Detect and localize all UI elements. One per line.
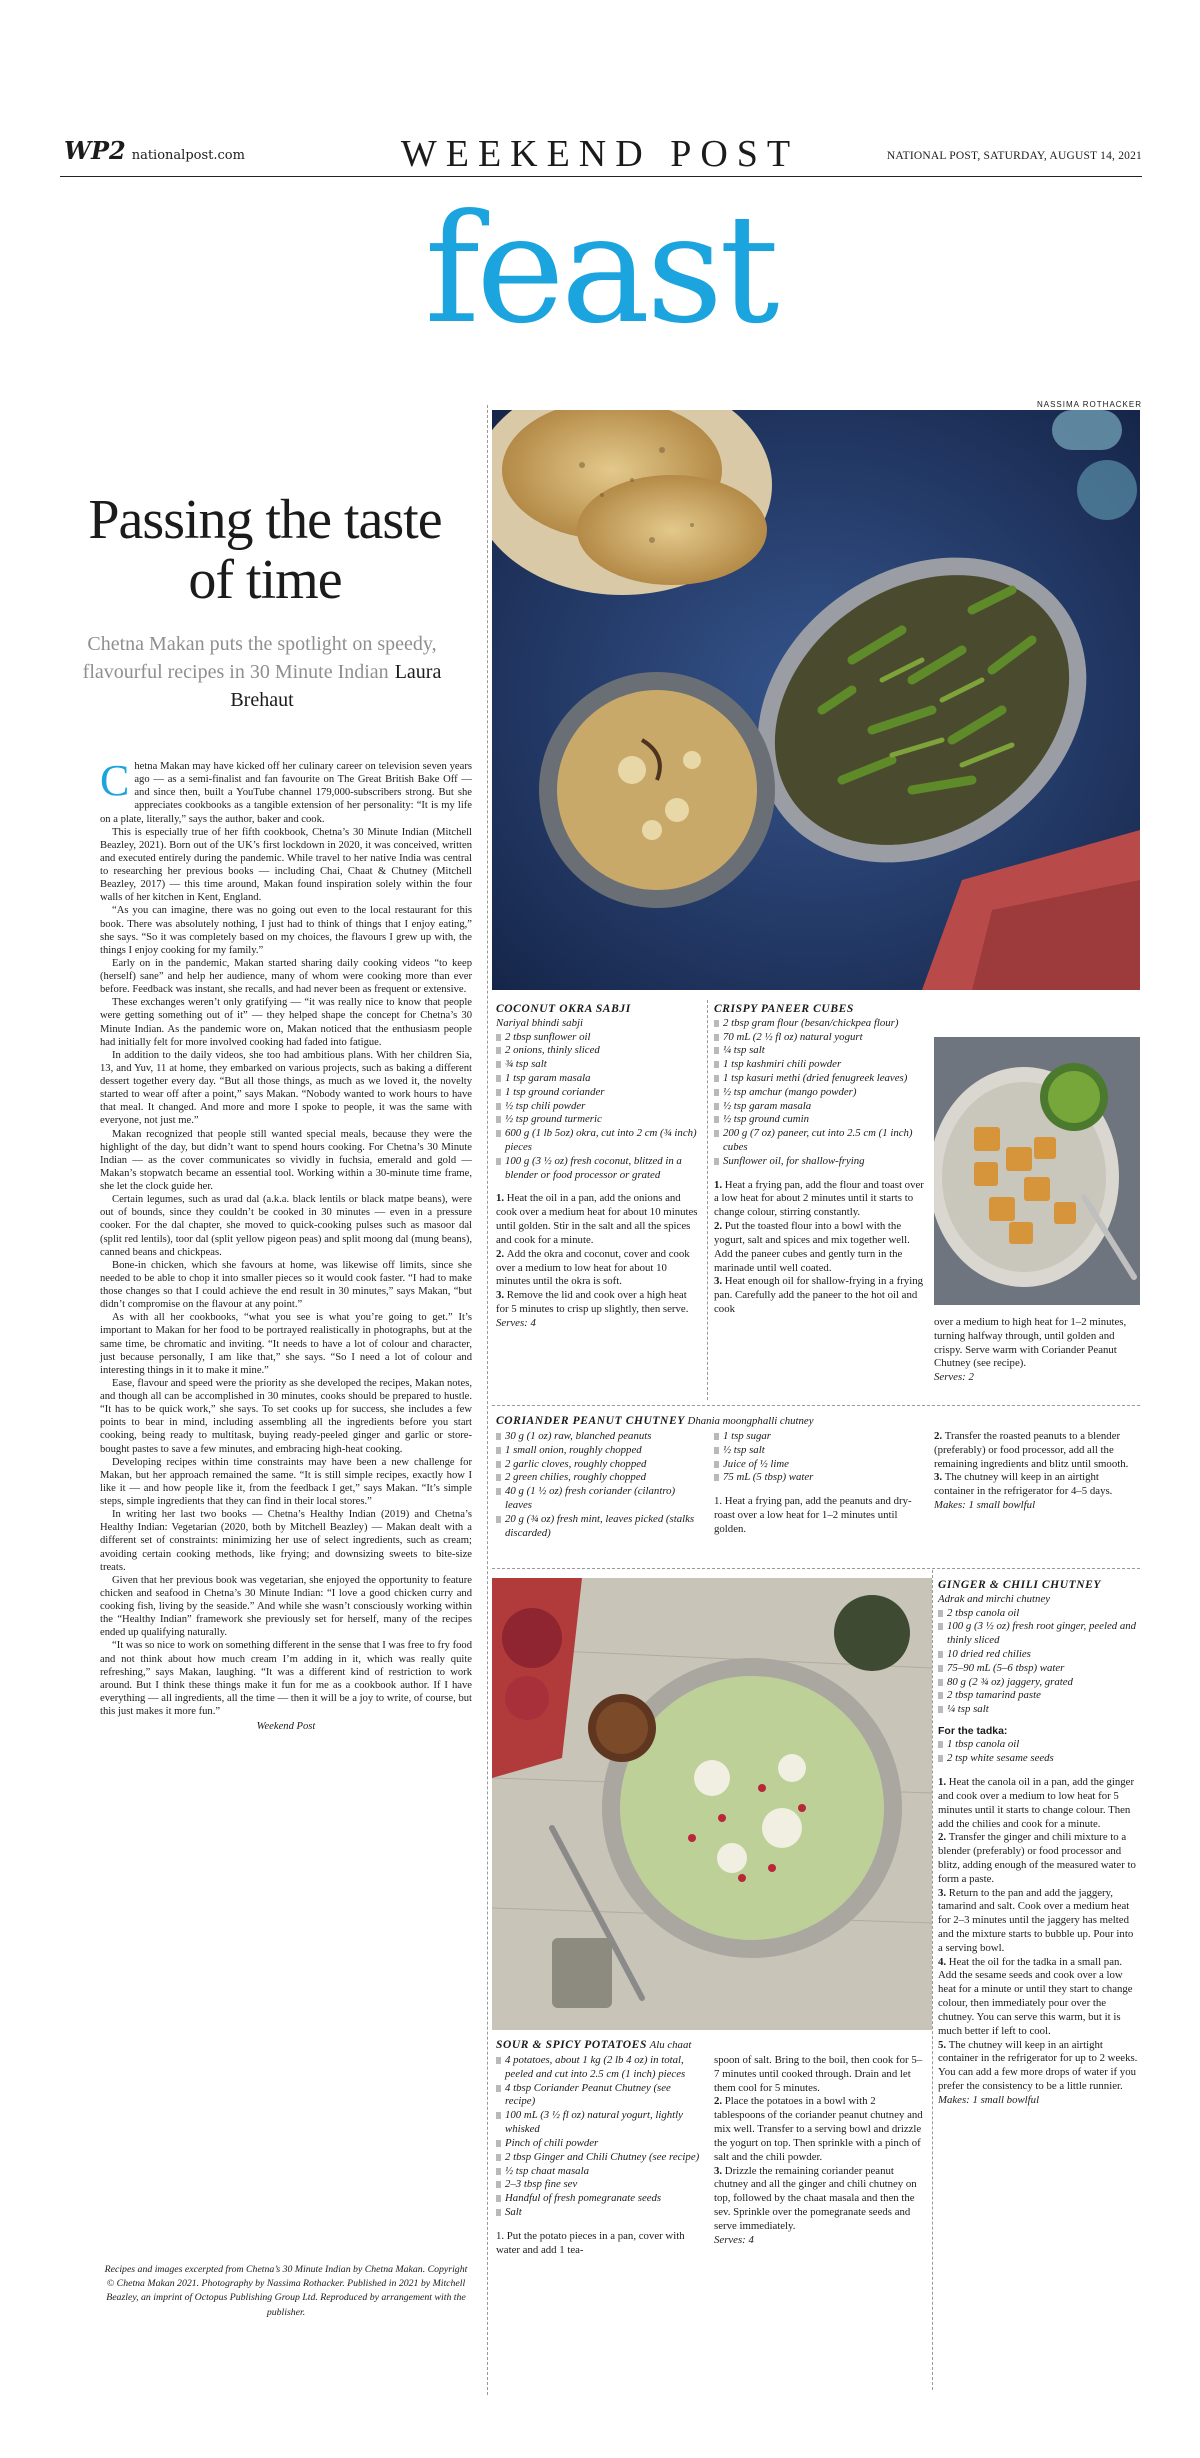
method-step: 1. Heat the oil in a pan, add the onions and cook over a medium heat for about 10 minutes until golden. Stir in the salt and all the spices and cook for a minute. bbox=[496, 1192, 698, 1246]
story-paragraph: Certain legumes, such as urad dal (a.k.a. black lentils or black matpe beans), were out of bounds, since they couldn’t be cooked in 30 minutes — even in a pressure cooker. For the dal chapter, she moved to quick-cooking pulses such as masoor dal (split red lentils), toor dal (split yellow pigeon peas) and split moong dal (mung beans), canned beans and chickpeas. bbox=[100, 1194, 472, 1258]
method bbox=[714, 1179, 926, 1317]
ingredient: 1 tsp kasuri methi (dried fenugreek leaves) bbox=[714, 1072, 926, 1086]
method-step: 3. Drizzle the remaining coriander peanut chutney and all the ginger and chili chutney on top, followed by the chaat masala and then the sev. Sprinkle over the pomegranate seeds and serve immediately. bbox=[714, 2164, 917, 2232]
column-divider bbox=[487, 405, 488, 2395]
coriander-ingredients-2 bbox=[714, 1430, 926, 1537]
ingredient: 100 g (3 ½ oz) fresh coconut, blitzed in a blender or food processor or grated bbox=[496, 1155, 701, 1183]
drop-cap: C bbox=[100, 756, 130, 805]
method: 1. Heat a frying pan, add the peanuts and dry-roast over a low heat for 1–2 minutes until golden. bbox=[714, 1495, 912, 1535]
tadka-list bbox=[938, 1738, 1140, 1766]
method-cont bbox=[934, 1430, 1140, 1499]
ingredient: ¼ tsp salt bbox=[938, 1703, 1140, 1717]
ingredient: ½ tsp amchur (mango powder) bbox=[714, 1086, 926, 1100]
serves: Serves: 4 bbox=[714, 2233, 754, 2246]
ingredient: ¼ tsp salt bbox=[714, 1044, 926, 1058]
story-paragraph: “It was so nice to work on something different in the sense that I was free to fry food and not think about how much cream I’m adding in it, which was really quite refreshing,” says Makan, laughing. “It was a different kind of restriction to work around. But I think these things make it fun for me as a cookbook author. If I have everything — all ingredients, all the time — then it will be a joy to write, of course, but this just makes it more fun.” bbox=[100, 1640, 472, 1717]
method bbox=[938, 1776, 1140, 2094]
recipe-title: CRISPY PANEER CUBES bbox=[714, 1003, 854, 1015]
method-step: 2. Put the toasted flour into a bowl with the yogurt, salt and spices and mix together well. Add the paneer cubes and gently turn in the marinade until well coated. bbox=[714, 1220, 910, 1274]
recipe-subtitle: Adrak and mirchi chutney bbox=[938, 1592, 1051, 1605]
story-paragraph: This is especially true of her fifth cookbook, Chetna’s 30 Minute Indian (Mitchell Beazley, 2021). Born out of the UK’s first lockdown in 2020, it was conceived, written and executed entirely during the pandemic. While travel to her native India was central to researching her previous books — including Chai, Chaat & Chutney (Mitchell Beazley, 2017) — this time around, Makan found inspiration solely within the four walls of her kitchen in Kent, England. bbox=[100, 826, 472, 904]
ingredient: 10 dried red chilies bbox=[938, 1648, 1140, 1662]
ingredient: 1 tsp kashmiri chili powder bbox=[714, 1058, 926, 1072]
okra-recipe bbox=[496, 1002, 701, 1331]
ingredient: 75 mL (5 tbsp) water bbox=[714, 1471, 926, 1485]
photo-credit: NASSIMA ROTHACKER bbox=[1036, 400, 1142, 409]
method-step: 2. Transfer the ginger and chili mixture to a blender (preferably) or food processor and blitz, adding enough of the measured water to form a paste. bbox=[938, 1831, 1136, 1885]
site-url: nationalpost.com bbox=[131, 148, 245, 163]
potatoes-method-cont bbox=[714, 2054, 926, 2247]
excerpt-note: Recipes and images excerpted from Chetna’s 30 Minute Indian by Chetna Makan. Copyright © Chetna Makan 2021. Photography by Nassima Rothacker. Published in 2021 by Mitchell Beazley, an imprint of Octopus Publishing Group Ltd. Reproduced by arrangement with the publisher. bbox=[104, 2264, 468, 2318]
headline: Passing the taste of time bbox=[88, 489, 442, 612]
method-cont: over a medium to high heat for 1–2 minutes, turning halfway through, until golden and crispy. Serve warm with Coriander Peanut Chutney (see recipe). bbox=[934, 1316, 1127, 1370]
byline: Laura Brehaut bbox=[230, 661, 442, 711]
ingredient: 1 tsp ground coriander bbox=[496, 1086, 701, 1100]
ingredient: 2–3 tbsp fine sev bbox=[496, 2178, 701, 2192]
ingredient: ½ tsp salt bbox=[714, 1444, 926, 1458]
story-paragraph: Developing recipes within time constraints may have been a new challenge for Makan, but her approach remained the same. “It is still simple recipes, exactly how I like it — and how people like it, from the feedback I get,” says Makan. “It’s simple steps, simple ingredients that they can find in their local stores.” bbox=[100, 1456, 472, 1507]
tadka-label: For the tadka: bbox=[938, 1725, 1008, 1738]
method-step: 2. Transfer the roasted peanuts to a blender (preferably) or food processor, add all the remaining ingredients and blitz until smooth. bbox=[934, 1430, 1129, 1470]
story-paragraph: Bone-in chicken, which she favours at home, was likewise off limits, since she needed to be able to chop it into smaller pieces so it would cook faster. “I had to make those changes so that I could achieve the end result in 30 minutes,” says Makan, “but didn’t compromise on the flavour at any point.” bbox=[100, 1259, 472, 1311]
ingredient: 70 mL (2 ½ fl oz) natural yogurt bbox=[714, 1031, 926, 1045]
recipe-subtitle: Nariyal bhindi sabji bbox=[496, 1016, 583, 1029]
serves: Serves: 4 bbox=[496, 1316, 536, 1329]
ingredient: ½ tsp garam masala bbox=[714, 1100, 926, 1114]
method-step: spoon of salt. Bring to the boil, then cook for 5–7 minutes until cooked through. Drain and let them cool for 5 minutes. bbox=[714, 2054, 923, 2094]
ingredient: Salt bbox=[496, 2206, 701, 2220]
dateline: NATIONAL POST, SATURDAY, AUGUST 14, 2021 bbox=[886, 150, 1142, 162]
ingredient: Sunflower oil, for shallow-frying bbox=[714, 1155, 926, 1169]
method-cont bbox=[714, 2054, 926, 2234]
story-paragraph: As with all her cookbooks, “what you see is what you’re going to get.” It’s important to Makan for her food to be portrayed realistically in photographs, but at the same time, be chromatic and inviting. “It needs to have a lot of colour and character, just because personally, I am like that,” she says. “So I need a lot of colour and interesting things in it to make it mine.” bbox=[100, 1312, 472, 1376]
masthead-rule bbox=[60, 176, 1142, 177]
ingredient: 2 green chilies, roughly chopped bbox=[496, 1471, 701, 1485]
paneer-photo bbox=[934, 1037, 1140, 1305]
ingredient: 2 onions, thinly sliced bbox=[496, 1044, 701, 1058]
ingredient: 40 g (1 ½ oz) fresh coriander (cilantro) leaves bbox=[496, 1485, 701, 1513]
method-step: 4. Heat the oil for the tadka in a small pan. Add the sesame seeds and cook over a low heat for a minute or until they start to change colour, then immediately pour over the chutney. You can serve this warm, but it is much better if left to cool. bbox=[938, 1955, 1133, 2037]
method-step: 5. The chutney will keep in an airtight container in the refrigerator for up to 2 weeks. You can add a few more drops of water if you prefer the consistency to be a little runnier. bbox=[938, 2038, 1138, 2092]
story-paragraph: Given that her previous book was vegetarian, she enjoyed the opportunity to feature chicken and seafood in Chetna’s 30 Minute Indian: “I love a good chicken curry and cooking fish, living by the seaside.” And while she wasn’t consciously working within the “Healthy Indian” framework she previously set for herself, many of the recipes ended up qualifying naturally. bbox=[100, 1574, 472, 1639]
method-step: 3. Heat enough oil for shallow-frying in a frying pan. Carefully add the paneer to the hot oil and cook bbox=[714, 1275, 923, 1315]
method-step: 3. Return to the pan and add the jaggery, tamarind and salt. Cook over a medium heat for 2–3 minutes until the jaggery has melted and the mixture starts to bubble up. Pour into a serving bowl. bbox=[938, 1886, 1134, 1954]
section-rule bbox=[492, 1568, 1140, 1569]
coriander-method-cont bbox=[934, 1430, 1140, 1513]
method: 1. Put the potato pieces in a pan, cover with water and add 1 tea- bbox=[496, 2229, 685, 2256]
ingredient: 75–90 mL (5–6 tbsp) water bbox=[938, 1662, 1140, 1676]
ingredient: ½ tsp ground cumin bbox=[714, 1113, 926, 1127]
ingredient: 1 small onion, roughly chopped bbox=[496, 1444, 701, 1458]
coriander-recipe-title: CORIANDER PEANUT CHUTNEY Dhania moongphalli chutney bbox=[496, 1415, 814, 1427]
ingredient-list bbox=[938, 1607, 1140, 1718]
story-paragraph: Ease, flavour and speed were the priority as she developed the recipes, Makan notes, and though all can be accomplished in 30 minutes, cooks should be prepared to hustle. “It has to be quick work,” she says. To set cooks up for success, she includes a few points to bear in mind, including assembling all the ingredients before you start cooking, being ready to multitask, buying ready-peeled ginger and garlic or store-bought pastes to save a few minutes, and embracing high-heat cooking. bbox=[100, 1377, 472, 1455]
makes: Makes: 1 small bowlful bbox=[934, 1499, 1036, 1512]
story-paragraph: Chetna Makan may have kicked off her culinary career on television seven years ago — as a semi-finalist and fan favourite on The Great British Bake Off — and since then, built a YouTube channel 179,000-subscribers strong. But she appreciates cookbooks as a tangible extension of her personality: “It is my life on a plate, literally,” says the author, baker and cook. bbox=[100, 756, 472, 825]
ingredient: 4 potatoes, about 1 kg (2 lb 4 oz) in total, peeled and cut into 2.5 cm (1 inch) pieces bbox=[496, 2054, 701, 2082]
recipe-title: COCONUT OKRA SABJI bbox=[496, 1003, 631, 1015]
ginger-recipe bbox=[938, 1578, 1140, 2108]
ingredient: 2 tbsp gram flour (besan/chickpea flour) bbox=[714, 1017, 926, 1031]
method-step: 3. The chutney will keep in an airtight container in the refrigerator for 4–5 days. bbox=[934, 1471, 1113, 1498]
method-step: 2. Add the okra and coconut, cover and cook over a medium to low heat for about 10 minutes until the okra is soft. bbox=[496, 1247, 690, 1288]
method-step: 1. Heat a frying pan, add the flour and toast over a low heat for about 2 minutes until it starts to change colour, stirring constantly. bbox=[714, 1178, 924, 1219]
method-step: 3. Remove the lid and cook over a high heat for 5 minutes to crisp up slightly, then serve. bbox=[496, 1289, 689, 1315]
paneer-recipe bbox=[714, 1002, 926, 1317]
story-paragraph: In addition to the daily videos, she too had ambitious plans. With her children Sia, 13, and Yuv, 11 at home, they embarked on various projects, such as baking a different dessert together every day. “But all those things, as much as we loved it, the novelty started to wear off after a point,” says Makan. “Nobody wanted to work hours to have that meal. It changed. And more and more I spoke to people, it was the same with everyone, not just me.” bbox=[100, 1049, 472, 1127]
section-rule bbox=[492, 1405, 1140, 1406]
page-number: WP2 nationalpost.com bbox=[64, 136, 245, 165]
ingredient: Handful of fresh pomegranate seeds bbox=[496, 2192, 701, 2206]
section-logo: feast bbox=[424, 183, 776, 357]
ingredient: 2 tbsp sunflower oil bbox=[496, 1031, 701, 1045]
paneer-method-cont bbox=[934, 1316, 1140, 1385]
ingredient: Pinch of chili powder bbox=[496, 2137, 701, 2151]
ingredient: 2 tsp white sesame seeds bbox=[938, 1752, 1140, 1766]
recipe-title: GINGER & CHILI CHUTNEY bbox=[938, 1579, 1102, 1591]
potatoes-ingredients bbox=[496, 2054, 701, 2257]
potatoes-recipe-title: SOUR & SPICY POTATOES Alu chaat bbox=[496, 2039, 692, 2051]
ingredient: ½ tsp ground turmeric bbox=[496, 1113, 701, 1127]
story-body bbox=[100, 756, 472, 1733]
ingredient: 1 tsp sugar bbox=[714, 1430, 926, 1444]
okra-dish-photo bbox=[492, 410, 1140, 990]
ingredient: ½ tsp chili powder bbox=[496, 1100, 701, 1114]
story-paragraph: Early on in the pandemic, Makan started sharing daily cooking videos “to keep (herself) sane” and help her audience, many of whom were cooking more than ever before. Feedback was instant, she recalls, and had never been as frequent or extensive. bbox=[100, 957, 472, 996]
ingredient: 4 tbsp Coriander Peanut Chutney (see recipe) bbox=[496, 2082, 701, 2110]
ingredient: 80 g (2 ¾ oz) jaggery, grated bbox=[938, 1676, 1140, 1690]
story-paragraph: These exchanges weren’t only gratifying — “it was really nice to know that people were getting something out of it” — they helped shape the concept for Chetna’s 30 Minute Indian. As the pandemic wore on, Makan noticed that the enthusiasm people had initially felt for more involved cooking had faded into fatigue. bbox=[100, 997, 472, 1048]
story-paragraph: In writing her last two books — Chetna’s Healthy Indian (2019) and Chetna’s Healthy Indian: Vegetarian (2020, both by Mitchell Beazley) — Makan dealt with a different set of constraints: minimizing her use of select ingredients, such as cream; avoiding certain cooking methods, like frying; and downsizing sweets to bite-size treats. bbox=[100, 1509, 472, 1573]
ingredient: 2 garlic cloves, roughly chopped bbox=[496, 1458, 701, 1472]
ingredient: 100 mL (3 ½ fl oz) natural yogurt, lightly whisked bbox=[496, 2109, 701, 2137]
method bbox=[496, 1192, 701, 1316]
section-title: WEEKEND POST bbox=[400, 133, 800, 175]
ingredient: Juice of ½ lime bbox=[714, 1458, 926, 1472]
method-step: 1. Heat the canola oil in a pan, add the ginger and cook over a medium to low heat for 5 minutes until it starts to change colour. Then add the chilies and cook for a minute. bbox=[938, 1776, 1135, 1830]
ingredient: 20 g (¾ oz) fresh mint, leaves picked (stalks discarded) bbox=[496, 1513, 701, 1541]
ingredient: 200 g (7 oz) paneer, cut into 2.5 cm (1 inch) cubes bbox=[714, 1127, 926, 1155]
ingredient: 2 tbsp Ginger and Chili Chutney (see recipe) bbox=[496, 2151, 701, 2165]
ingredient: 30 g (1 oz) raw, blanched peanuts bbox=[496, 1430, 701, 1444]
coriander-ingredients bbox=[496, 1430, 701, 1541]
potatoes-photo bbox=[492, 1578, 932, 2030]
ingredient: 100 g (3 ½ oz) fresh root ginger, peeled and thinly sliced bbox=[938, 1620, 1140, 1648]
story-paragraph: Makan recognized that people still wanted special meals, because they were the highlight of the day, but didn’t want to spend hours cooking. For Chetna’s 30 Minute Indian — as the cover communicates so vividly in fuchsia, emerald and gold — Makan’s stopwatch became an essential tool. Working within a 30-minute time frame, she let the clock guide her. bbox=[100, 1128, 472, 1192]
ingredient: 2 tbsp canola oil bbox=[938, 1607, 1140, 1621]
signoff: Weekend Post bbox=[256, 1721, 316, 1733]
method-step: 2. Place the potatoes in a bowl with 2 tablespoons of the coriander peanut chutney and mix well. Transfer to a serving bowl and drizzle the yogurt on top. Then sprinkle with a pinch of salt and the chili powder. bbox=[714, 2095, 923, 2163]
makes: Makes: 1 small bowlful bbox=[938, 2093, 1040, 2106]
ingredient: 2 tbsp tamarind paste bbox=[938, 1689, 1140, 1703]
ingredient: 1 tbsp canola oil bbox=[938, 1738, 1140, 1752]
ingredient-list bbox=[714, 1017, 926, 1169]
serves: Serves: 2 bbox=[934, 1371, 974, 1384]
ingredient: ½ tsp chaat masala bbox=[496, 2165, 701, 2179]
deck: Chetna Makan puts the spotlight on speedy, flavourful recipes in 30 Minute Indian Laura Brehaut bbox=[82, 633, 442, 711]
ingredient: 1 tsp garam masala bbox=[496, 1072, 701, 1086]
ingredient: ¾ tsp salt bbox=[496, 1058, 701, 1072]
column-divider bbox=[932, 1570, 933, 2390]
column-divider bbox=[707, 1000, 708, 1400]
story-paragraph: “As you can imagine, there was no going out even to the local restaurant for this book. There was absolutely nothing, I just had to think of things that I enjoy eating,” she says. “So it was completely based on my choices, the flavours I grew up with, the things I enjoy cooking for my family.” bbox=[100, 905, 472, 956]
ingredient: 600 g (1 lb 5oz) okra, cut into 2 cm (¾ inch) pieces bbox=[496, 1127, 701, 1155]
ingredient-list bbox=[496, 1031, 701, 1183]
